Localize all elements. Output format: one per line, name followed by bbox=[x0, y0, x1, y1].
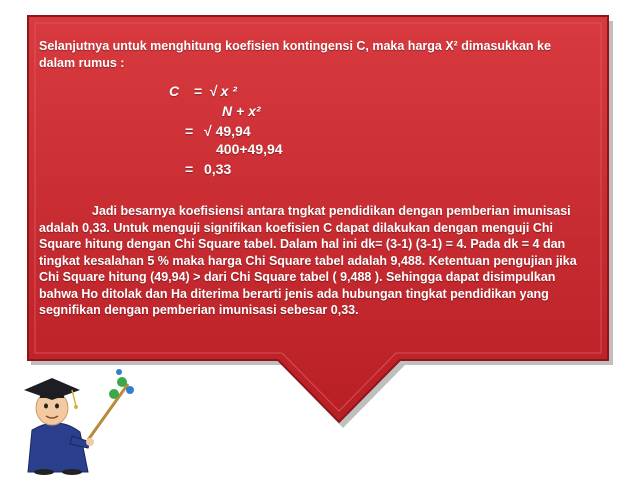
contingency-formula bbox=[39, 75, 579, 185]
graduate-mascot-icon bbox=[10, 360, 140, 475]
formula-lhs: C bbox=[169, 83, 180, 99]
formula-numerator-2: √ 49,94 bbox=[204, 123, 251, 139]
intro-paragraph: Selanjutnya untuk menghitung koefisien kontingensi C, maka harga X² dimasukkan ke dalam rumus : bbox=[39, 39, 551, 70]
formula-equals-1: = bbox=[194, 83, 203, 99]
formula-equals-3: = bbox=[185, 161, 194, 177]
callout-content bbox=[39, 38, 579, 319]
formula-result: 0,33 bbox=[204, 161, 232, 177]
formula-denominator-1: N + x² bbox=[222, 103, 261, 119]
formula-denominator-2: 400+49,94 bbox=[216, 141, 283, 157]
formula-equals-2: = bbox=[185, 123, 194, 139]
conclusion-paragraph: Jadi besarnya koefisiensi antara tngkat pendidikan dengan pemberian imunisasi adalah 0,33. Untuk menguji signifikan koefisien C dapat dilakukan dengan menguji Chi Square hitung dengan Chi Square tabel. Dalam hal ini dk= (3-1) (3-1) = 4. Pada dk = 4 dan tingkat kesalahan 5 % maka harga Chi Square tabel adalah 9,488. Ketentuan pengujian jika Chi Square hitung (49,94) > dari Chi Square tabel ( 9,488 ). Sehingga dapat disimpulkan bahwa Ho ditolak dan Ha diterima berarti jenis ada hubungan tingkat pendidikan yang segnifikan dengan pemberian imunisasi sebesar 0,33. bbox=[39, 204, 577, 317]
formula-numerator-1: √ x ² bbox=[209, 83, 237, 99]
